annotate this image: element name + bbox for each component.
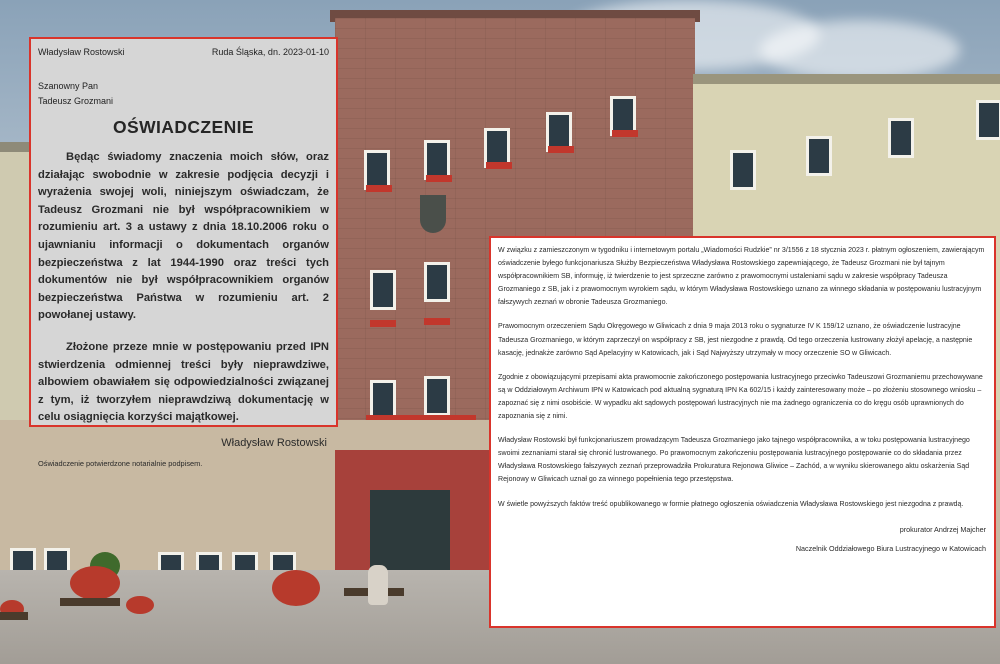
reply-paragraph: Prawomocnym orzeczeniem Sądu Okręgowego w Gliwicach z dnia 9 maja 2013 roku o sygnaturze IV K 159/12 uznano, że oświadczenie lustracyjne Tadeusza Grozmaniego, w którym zaprzeczył on współpracy z SB, jest niezgodne z prawdą. Od tego orzeczenia lustrowany złożył apelację, a następnie kasację, jednakże zarówno Sąd Apelacyjny w Katowicach, jak i Sąd Najwyższy utrzymały w mocy orzeczenie SO w Gliwicach. [498,323,973,357]
window-flowers [612,130,638,137]
statement-addressee [38,79,329,109]
window [806,136,832,176]
reply-paragraph: W związku z zamieszczonym w tygodniku i internetowym portalu „Wiadomości Rudzkie” nr 3/1556 z 18 stycznia 2023 r. płatnym ogłoszeniem, zawierającym oświadczenie byłego funkcjonariusza Służby Bezpieczeństwa Władysława Rostowskiego zapewniającego, że Tadeusz Grozmani nie był tajnym współpracownikiem SB, informuję, iż twierdzenie to jest sprzeczne zarówno z prawomocnymi ustaleniami sądu w zakresie współpracy Tadeusza Grozmaniego z SB, jak i z prawomocnym wyrokiem sądu, w którym Władysława Rostowskiego uznano za winnego składania w postępowaniu lustracyjnym fałszywych zeznań w obronie Tadeusza Grozmaniego. [498,247,985,307]
reply-signature-name: prokurator Andrzej Majcher [899,524,986,534]
window [730,150,756,190]
prosecutor-reply-panel [489,236,996,628]
statement-notary-note: Oświadczenie potwierdzone notarialnie podpisem. [38,458,203,468]
statement-signature: Władysław Rostowski [221,436,327,449]
cloud [760,20,960,80]
reply-paragraph: Zgodnie z obowiązującymi przepisami akta prawomocnie zakończonego postępowania lustracyjnego przeciwko Tadeuszowi Grozmaniemu przechowywane są w Oddziałowym Archiwum IPN w Katowicach pod aktualną sygnaturą IPN Ka 602/15 i każdy zainteresowany może – po złożeniu stosownego wniosku – zapoznać się z nimi osobiście. W wypadku akt sądowych postępowań lustracyjnych nie ma żadnego ograniczenia co do kręgu osób uprawnionych do zapoznania się z nimi. [498,373,983,421]
window [424,376,450,416]
window-flowers [426,175,452,182]
seated-person [368,565,388,605]
reply-paragraph: Władysław Rostowski był funkcjonariuszem prowadzącym Tadeusza Grozmaniego jako tajnego współpracownika, a w toku postępowania lustracyjnego swoimi zeznaniami starał się chronić lustrowanego. Po prawomocnym zakończeniu postępowania lustracyjnego postępowanie co do składania przez Władysława Rostowskiego fałszywych zeznań przeprowadziła Prokuratura Rejonowa Gliwice – Zachód, a w wyniku skierowanego aktu oskarżenia Sąd Rejonowy w Gliwicach uznał go za winnego popełnienia tego przestępstwa. [498,437,970,484]
window-flowers [548,146,574,153]
statement-salutation: Szanowny Pan [38,81,99,91]
entrance-door [370,490,450,570]
window-flowers [424,318,450,325]
window-flowers [366,185,392,192]
window [370,380,396,420]
window [424,140,450,180]
window [370,270,396,310]
statement-header [38,47,329,57]
statement-paragraph: Złożone przeze mnie w postępowaniu przed IPN stwierdzenia odmiennej treści były nieprawdziwe, albowiem obawiałem się odpowiedzialności związanej z tym, iż tworzyłem nieprawdziwą dokumentację w celu osiągnięcia korzyści majątkowej. [38,340,329,424]
flower-bed [70,566,120,600]
statement-panel [29,37,338,468]
bench [60,598,120,606]
statement-title: OŚWIADCZENIE [113,117,254,137]
window-flowers [370,320,396,327]
statement-paragraph: Będąc świadomy znaczenia moich słów, oraz działając swobodnie w zakresie podjęcia decyzji i wyrażenia swojej woli, niniejszym oświadczam, że Tadeusz Grozmani nie był współpracownikiem w rozumieniu art. 3 a ustawy z dnia 18.10.2006 roku o ujawnianiu informacji o dokumentach organów bezpieczeństwa z lat 1944-1990 oraz treści tych dokumentów nie był współpracownikiem organów bezpieczeństwa Państwa w rozumieniu art. 2 powołanej ustawy. [38,151,329,322]
flower-bed [272,570,320,606]
window [888,118,914,158]
window [364,150,390,190]
reply-paragraph: W świetle powyższych faktów treść opublikowanego w formie płatnego ogłoszenia oświadczenia Władysława Rostowskiego jest niezgodna z prawdą. [498,500,964,508]
window [976,100,1000,140]
statement-recipient: Tadeusz Grozmani [38,96,114,106]
coat-of-arms-icon [420,195,446,233]
reply-signature-title: Naczelnik Oddziałowego Biura Lustracyjnego w Katowicach [795,543,986,553]
window-flowers [486,162,512,169]
statement-author: Władysław Rostowski [38,47,125,57]
window [424,262,450,302]
flower-bed [126,596,154,614]
bench [0,612,28,620]
statement-place-date: Ruda Śląska, dn. 2023-01-10 [211,47,329,57]
